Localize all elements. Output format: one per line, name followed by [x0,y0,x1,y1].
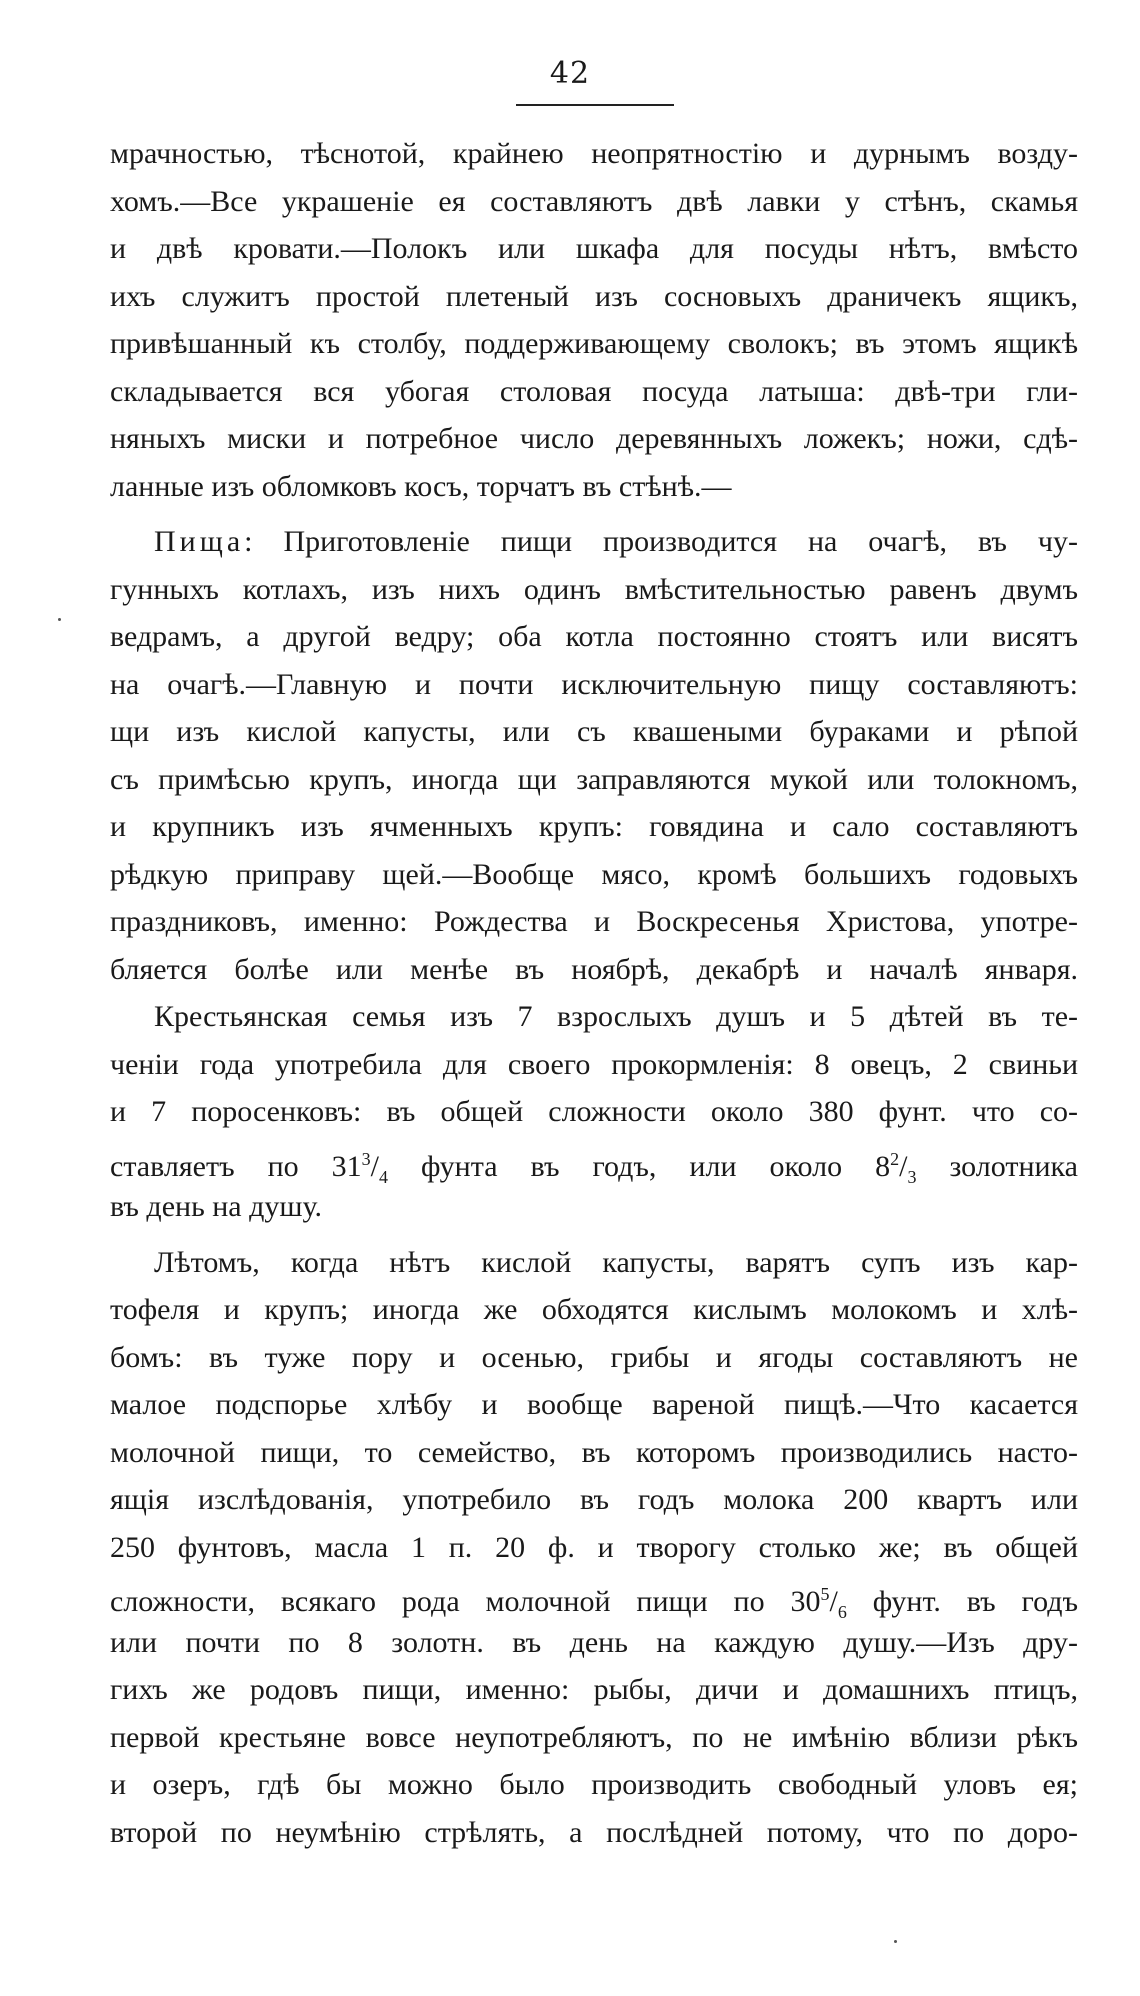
text-fragment: сложности, всякаго рода молочной пищи по 30 [110,1585,821,1618]
text-line: или почти по 8 золотн. въ день на каждую душу.—Изъ дру- [110,1625,1078,1659]
text-line: первой крестьяне вовсе неупотребляютъ, по не имѣнію вблизи рѣкъ [110,1720,1078,1754]
text-fragment: золотника [916,1149,1078,1183]
text-line: ящія изслѣдованія, употребило въ годъ молока 200 квартъ или [110,1483,1078,1516]
body-text [110,130,1078,1856]
text-line-with-fractions: ставляетъ по $31^3/_4$ фунта въ годъ, или около $8^2/_3$ золотника [110,1136,1078,1184]
paper-speck [58,618,61,621]
text-line: на очагѣ.—Главную и почти исключительную пищу составляютъ: [110,667,1078,701]
text-line: мрачностью, тѣснотой, крайнею неопрятностію и дурнымъ возду- [110,137,1078,170]
text-line: въ день на душу. [110,1190,322,1223]
text-line: и 7 поросенковъ: въ общей сложности около 380 фунт. что со- [110,1095,1078,1128]
text-line: ихъ служитъ простой плетеный изъ сосновыхъ драничекъ ящикъ, [110,279,1078,313]
text-line: няныхъ миски и потребное число деревянныхъ ложекъ; ножи, сдѣ- [110,422,1078,455]
text-fragment: : Приготовленіе пищи производится на очагѣ, въ чу- [244,525,1078,558]
text-line: ланные изъ обломковъ косъ, торчатъ въ стѣнѣ.— [110,469,732,503]
text-line: второй по неумѣнію стрѣлять, а послѣдней потому, что по доро- [110,1815,1078,1849]
text-line: праздниковъ, именно: Рождества и Воскресенья Христова, употре- [110,905,1078,938]
text-fragment: ставляетъ по 31 [110,1149,362,1183]
fraction-numerator: 5 [820,1584,830,1604]
fraction-numerator: 2 [890,1148,900,1169]
section-heading: Пища [154,525,245,558]
text-line: щи изъ кислой капусты, или съ квашеными бураками и рѣпой [110,715,1078,748]
paragraph-summer-food [110,1239,1078,1857]
paper-speck [894,1940,897,1943]
page-number: 42 [549,56,591,91]
fraction-denominator: 4 [378,1166,388,1183]
text-line: привѣшанный къ столбу, поддерживающему сволокъ; въ этомъ ящикѣ [110,327,1078,360]
text-line: и крупникъ изъ ячменныхъ крупъ: говядина и сало составляютъ [110,810,1078,843]
text-line: Лѣтомъ, когда нѣтъ кислой капусты, варятъ супъ изъ кар- [154,1245,1078,1279]
fraction-numerator: 3 [361,1148,371,1169]
text-line: малое подспорье хлѣбу и вообще вареной пищѣ.—Что касается [110,1388,1078,1421]
fraction-denominator: 6 [837,1602,847,1619]
text-line: 250 фунтовъ, масла 1 п. 20 ф. и творогу столько же; въ общей [110,1530,1078,1564]
paragraph-dwelling [110,130,1078,510]
text-line: ведрамъ, а другой ведру; оба котла постоянно стоятъ или висятъ [110,620,1078,653]
text-line: складывается вся убогая столовая посуда латыша: двѣ-три гли- [110,374,1078,408]
text-line: гунныхъ котлахъ, изъ нихъ одинъ вмѣстительностью равенъ двумъ [110,572,1078,606]
text-line: гихъ же родовъ пищи, именно: рыбы, дичи и домашнихъ птицъ, [110,1673,1078,1706]
text-line: бляется болѣе или менѣе въ ноябрѣ, декабрѣ и началѣ января. [110,952,1078,986]
text-line: ченіи года употребила для своего прокормленія: 8 овецъ, 2 свиньи [110,1047,1078,1081]
text-line: молочной пищи, то семейство, въ которомъ производились насто- [110,1435,1078,1469]
paragraph-meat-consumption [110,993,1078,1231]
text-line: тофеля и крупъ; иногда же обходятся кислымъ молокомъ и хлѣ- [110,1293,1078,1326]
paragraph-food [110,518,1078,993]
text-line: съ примѣсью крупъ, иногда щи заправляются мукой или толокномъ, [110,762,1078,796]
text-line: и озеръ, гдѣ бы можно было производить свободный уловъ ея; [110,1768,1078,1801]
text-line-with-fractions: сложности, всякаго рода молочной пищи по $30^5/_6$ фунт. въ годъ [110,1571,1078,1619]
text-line [110,518,1078,566]
text-fragment: фунта въ годъ, или около 8 [387,1149,891,1183]
text-line: Крестьянская семья изъ 7 взрослыхъ душъ и 5 дѣтей въ те- [154,1000,1078,1033]
text-line: бомъ: въ туже пору и осенью, грибы и ягоды составляютъ не [110,1340,1078,1374]
text-line: рѣдкую приправу щей.—Вообще мясо, кромѣ большихъ годовыхъ [110,857,1078,891]
page-number-rule [516,104,674,106]
text-line: и двѣ кровати.—Полокъ или шкафа для посуды нѣтъ, вмѣсто [110,232,1078,265]
fraction-denominator: 3 [907,1166,917,1183]
text-line: хомъ.—Все украшеніе ея составляютъ двѣ лавки у стѣнъ, скамья [110,184,1078,218]
text-fragment: фунт. въ годъ [846,1585,1078,1618]
